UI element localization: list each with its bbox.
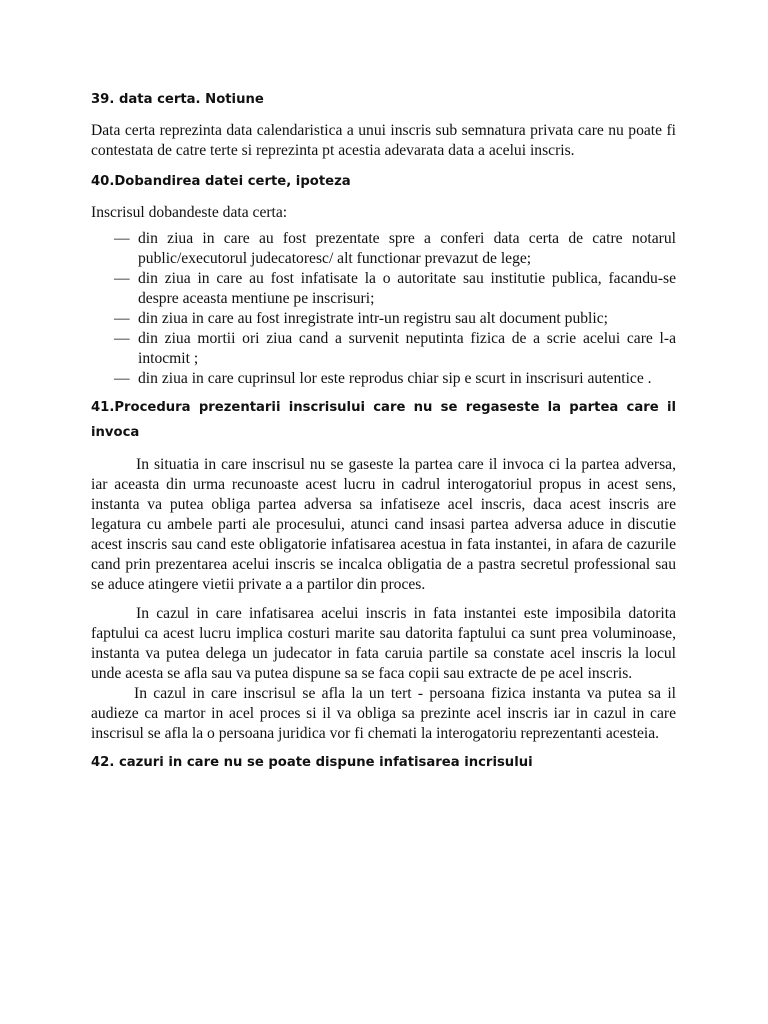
list-item bbox=[114, 309, 676, 329]
section-39-text: Data certa reprezinta data calendaristica a unui inscris sub semnatura privata care nu poate fi contestata de catre terte si reprezinta pt acestia adevarata data a acelui inscris. bbox=[91, 122, 676, 159]
section-41-heading: 41.Procedura prezentarii inscrisului care nu se regaseste la partea care il invoca bbox=[91, 400, 676, 440]
section-41-paragraph-3: In cazul in care inscrisul se afla la un tert - persoana fizica instanta va putea sa il audieze ca martor in acel proces si il va obliga sa prezinte acel inscris iar in cazul in care inscrisul se afla la o persoana juridica vor fi chemati la interogatoriu reprezentanti acesteia. bbox=[91, 685, 676, 742]
list-item-text: din ziua in care cuprinsul lor este reprodus chiar sip e scurt in inscrisuri autentice . bbox=[138, 370, 652, 387]
section-42-heading: 42. cazuri in care nu se poate dispune infatisarea incrisului bbox=[91, 755, 533, 770]
dash-bullet: — bbox=[114, 270, 130, 287]
list-item-text: din ziua in care au fost inregistrate intr-un registru sau alt document public; bbox=[138, 310, 608, 327]
section-39-heading: 39. data certa. Notiune bbox=[91, 92, 264, 107]
list-item bbox=[114, 329, 676, 369]
dash-bullet: — bbox=[114, 330, 130, 347]
data-certa-list bbox=[91, 229, 676, 389]
section-40-intro: Inscrisul dobandeste data certa: bbox=[91, 204, 288, 221]
dash-bullet: — bbox=[114, 370, 130, 387]
section-41-paragraph-2: In cazul in care infatisarea acelui inscris in fata instantei este imposibila datorita faptului ca acest lucru implica costuri marite sau datorita faptului ca sunt prea voluminoase, instanta va putea delega un judecator in fata caruia partile sa constate acel inscris la locul unde acesta se afla sau va putea dispune sa se faca copii sau extracte de pe acel inscris. bbox=[91, 605, 676, 682]
dash-bullet: — bbox=[114, 310, 130, 327]
list-item-text: din ziua in care au fost infatisate la o autoritate sau institutie publica, facandu-se despre aceasta mentiune pe inscrisuri; bbox=[138, 270, 676, 307]
section-41-paragraph-1: In situatia in care inscrisul nu se gaseste la partea care il invoca ci la partea adversa, iar aceasta din urma recunoaste acest lucru in cadrul interogatoriul propus in acest sens, instanta va putea obliga partea adversa sa infatiseze acel inscris, daca acest inscris are legatura cu ambele parti ale procesului, atunci cand insasi partea adversa aduce in discutie acest inscris sau cand este obligatorie infatisarea acestua in fata instantei, in afara de cazurile cand prin prezentarea acelui inscris se incalca obligatia de a pastra secretul professional sau se aduce atingere vietii private a a partilor din proces. bbox=[91, 456, 676, 593]
list-item-text: din ziua mortii ori ziua cand a survenit neputinta fizica de a scrie acelui care l-a intocmit ; bbox=[138, 330, 676, 367]
list-item bbox=[114, 269, 676, 309]
section-40-heading: 40.Dobandirea datei certe, ipoteza bbox=[91, 174, 351, 189]
list-item-text: din ziua in care au fost prezentate spre a conferi data certa de catre notarul public/executorul judecatoresc/ alt functionar prevazut de lege; bbox=[138, 230, 676, 267]
list-item bbox=[114, 229, 676, 269]
dash-bullet: — bbox=[114, 230, 130, 247]
list-item bbox=[114, 369, 676, 389]
